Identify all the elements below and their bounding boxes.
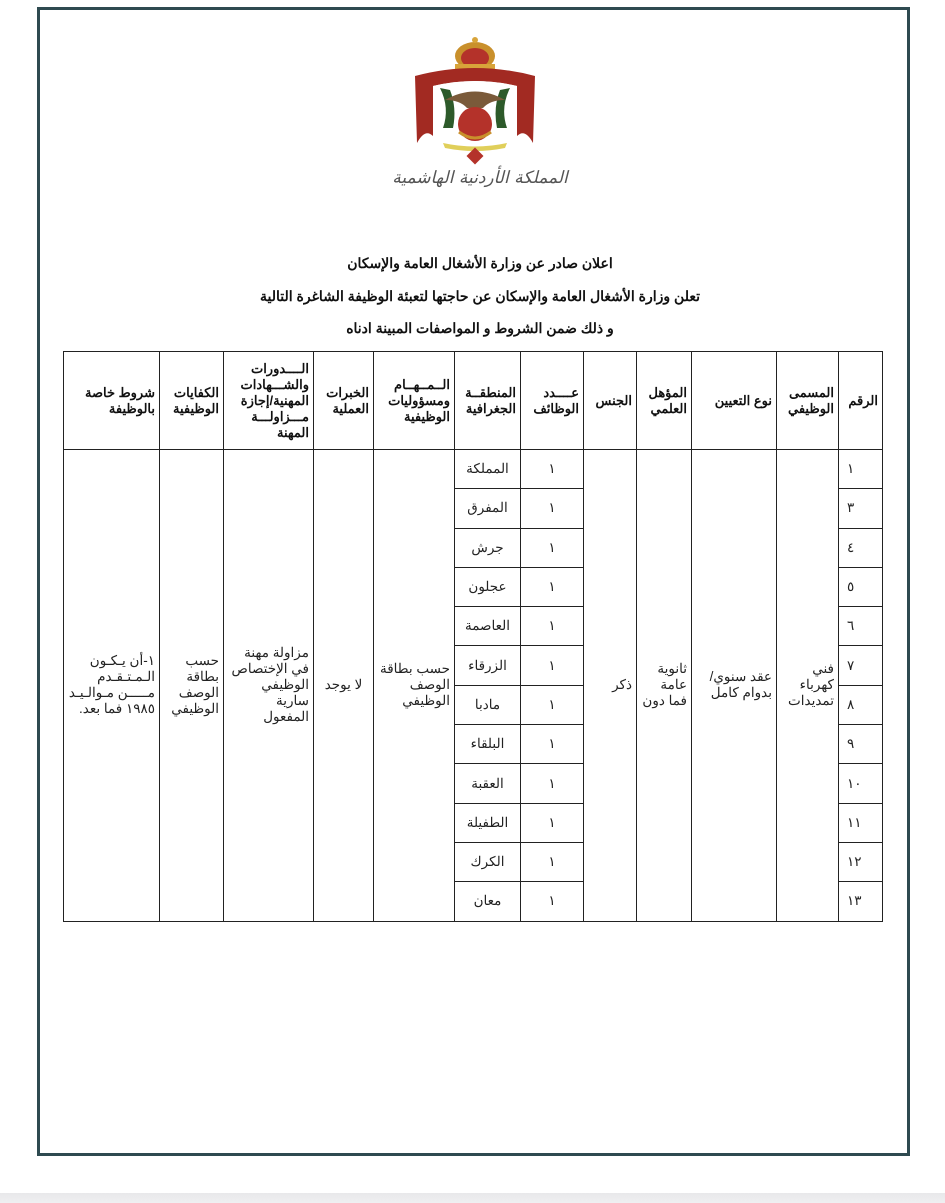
header-experience: الخبرات العملية <box>314 352 374 450</box>
vacancy-count: ١ <box>521 646 584 685</box>
bottom-edge <box>0 1193 945 1203</box>
table-header-row <box>64 352 883 450</box>
region-name: معان <box>455 882 521 921</box>
region-name: مادبا <box>455 685 521 724</box>
announcement-subtitle: تعلن وزارة الأشغال العامة والإسكان عن حاجتها لتعبئة الوظيفة الشاغرة التالية <box>260 288 700 304</box>
region-name: البلقاء <box>455 725 521 764</box>
kingdom-name-calligraphy: المملكة الأردنية الهاشمية <box>392 168 568 188</box>
row-number: ١١ <box>839 803 883 842</box>
row-number: ٥ <box>839 567 883 606</box>
row-number: ٩ <box>839 725 883 764</box>
row-number: ٦ <box>839 607 883 646</box>
region-name: عجلون <box>455 567 521 606</box>
header-qualification: المؤهل العلمي <box>637 352 692 450</box>
vacancy-count: ١ <box>521 803 584 842</box>
courses-cell: مزاولة مهنة في الإختصاص الوظيفي سارية المفعول <box>224 450 314 922</box>
competencies-cell: حسب بطاقة الوصف الوظيفي <box>160 450 224 922</box>
duties-cell: حسب بطاقة الوصف الوظيفي <box>374 450 455 922</box>
vacancy-count: ١ <box>521 567 584 606</box>
crown-icon <box>455 37 495 70</box>
region-name: المفرق <box>455 489 521 528</box>
announcement-title: اعلان صادر عن وزارة الأشغال العامة والإسكان <box>347 255 613 271</box>
job-title-cell: فني كهرباء تمديدات <box>777 450 839 922</box>
qualification-cell: ثانوية عامة فما دون <box>637 450 692 922</box>
coat-of-arms-emblem <box>405 28 545 173</box>
header-courses: الــــدورات والشـــهادات المهنية/إجازة مـــزاولـــة المهنة <box>224 352 314 450</box>
experience-cell: لا يوجد <box>314 450 374 922</box>
row-number: ١ <box>839 450 883 489</box>
appointment-type-cell: عقد سنوي/بدوام كامل <box>692 450 777 922</box>
header-competencies: الكفايات الوظيفية <box>160 352 224 450</box>
vacancy-count: ١ <box>521 725 584 764</box>
vacancy-count: ١ <box>521 528 584 567</box>
region-name: العقبة <box>455 764 521 803</box>
row-number: ٣ <box>839 489 883 528</box>
vacancies-table <box>63 351 883 922</box>
header-gender: الجنس <box>584 352 637 450</box>
region-name: المملكة <box>455 450 521 489</box>
special-conditions-cell: ١-أن يـكـون الـمـتـقـدم مـــــن مـوالـيـد ١٩٨٥ فما بعد. <box>64 450 160 922</box>
header-count: عــــدد الوظائف <box>521 352 584 450</box>
vacancy-count: ١ <box>521 450 584 489</box>
header-job-title: المسمى الوظيفي <box>777 352 839 450</box>
row-number: ٨ <box>839 685 883 724</box>
row-number: ٤ <box>839 528 883 567</box>
header-duties: الــمــهــام ومسؤوليات الوظيفية <box>374 352 455 450</box>
header-number: الرقم <box>839 352 883 450</box>
vacancy-count: ١ <box>521 607 584 646</box>
header-appointment-type: نوع التعيين <box>692 352 777 450</box>
row-number: ١٣ <box>839 882 883 921</box>
gender-cell: ذكر <box>584 450 637 922</box>
table-row <box>64 450 883 489</box>
row-number: ٧ <box>839 646 883 685</box>
vacancy-count: ١ <box>521 489 584 528</box>
region-name: جرش <box>455 528 521 567</box>
vacancy-count: ١ <box>521 882 584 921</box>
vacancy-count: ١ <box>521 764 584 803</box>
vacancy-count: ١ <box>521 842 584 881</box>
region-name: الطفيلة <box>455 803 521 842</box>
row-number: ١٠ <box>839 764 883 803</box>
header-region: المنطقــة الجغرافية <box>455 352 521 450</box>
row-number: ١٢ <box>839 842 883 881</box>
region-name: الزرقاء <box>455 646 521 685</box>
header-special-conditions: شروط خاصة بالوظيفة <box>64 352 160 450</box>
region-name: العاصمة <box>455 607 521 646</box>
vacancy-count: ١ <box>521 685 584 724</box>
announcement-note: و ذلك ضمن الشروط و المواصفات المبينة ادناه <box>346 320 614 336</box>
region-name: الكرك <box>455 842 521 881</box>
